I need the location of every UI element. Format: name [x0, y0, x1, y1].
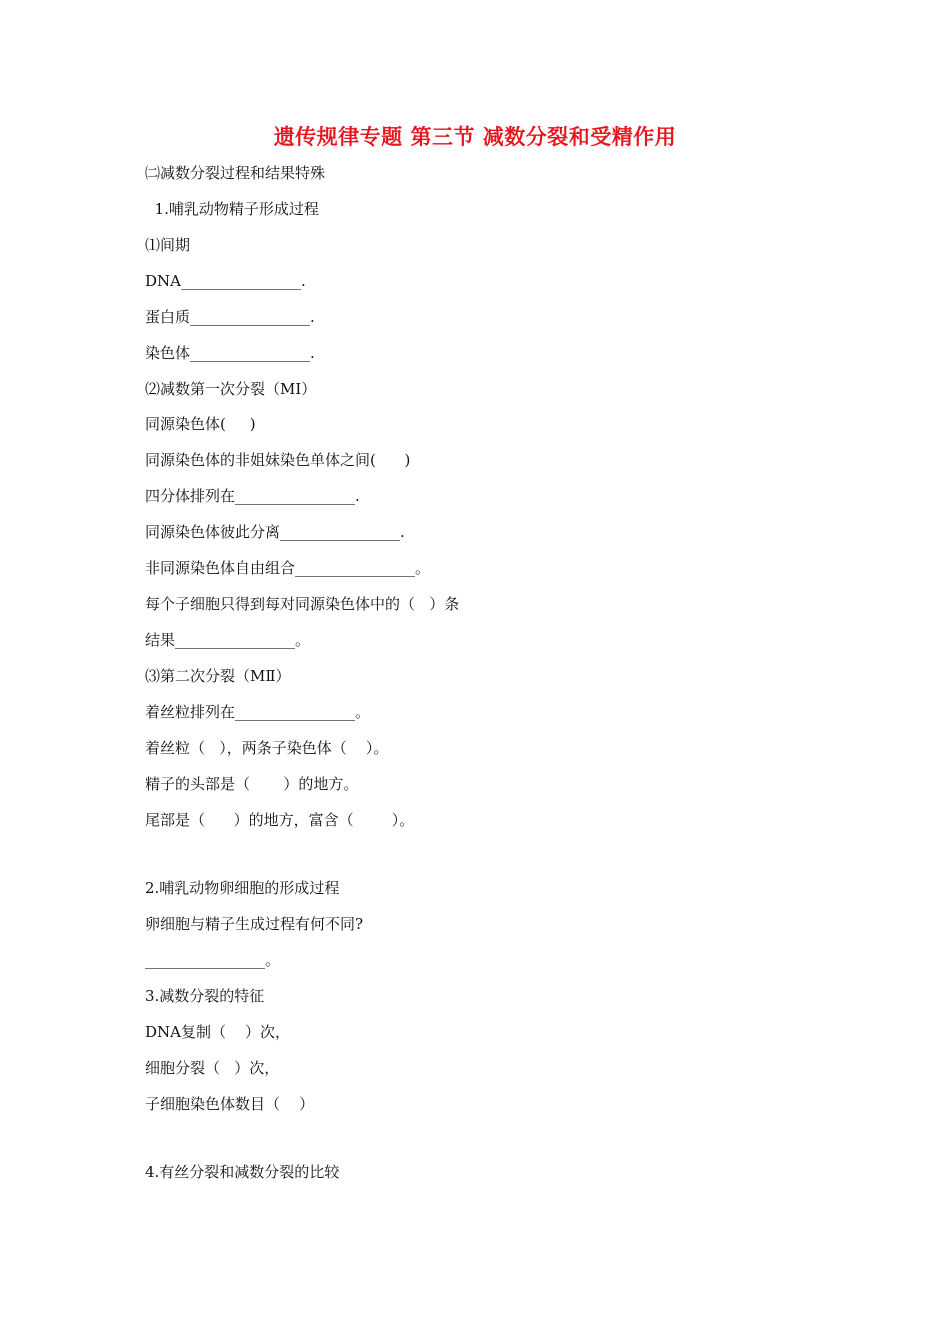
phase-heading: ⑶第二次分裂（MⅡ）	[145, 667, 291, 685]
subsection-heading: 4.有丝分裂和减数分裂的比较	[145, 1163, 340, 1181]
blank-line: 着丝粒排列在________________。	[145, 703, 371, 721]
subsection-heading: 2.哺乳动物卵细胞的形成过程	[145, 879, 340, 897]
blank-line: DNA________________.	[145, 272, 306, 290]
blank-line: 着丝粒（ ），两条子染色体（ ）。	[145, 739, 389, 757]
blank-line: 蛋白质________________.	[145, 308, 315, 326]
blank-line: 尾部是（ ）的地方，富含（ ）。	[145, 811, 415, 829]
blank-line: DNA复制（ ）次，	[145, 1023, 291, 1041]
document-title: 遗传规律专题 第三节 减数分裂和受精作用	[273, 124, 677, 149]
subsection-heading: 3.减数分裂的特征	[145, 987, 265, 1005]
blank-line: 同源染色体彼此分离________________.	[145, 523, 405, 541]
blank-line: 染色体________________.	[145, 344, 315, 362]
blank-line: 同源染色体( )	[145, 415, 256, 433]
subsection-heading: 1.哺乳动物精子形成过程	[145, 200, 319, 218]
phase-heading: ⑴间期	[145, 236, 191, 254]
blank-line: 结果________________。	[145, 631, 311, 649]
section-heading: ㈡减数分裂过程和结果特殊	[145, 164, 326, 182]
blank-line: ________________。	[145, 951, 281, 969]
question-line: 卵细胞与精子生成过程有何不同?	[145, 915, 364, 933]
blank-line: 细胞分裂（ ）次，	[145, 1059, 280, 1077]
blank-line: 子细胞染色体数目（ ）	[145, 1095, 315, 1113]
blank-line: 每个子细胞只得到每对同源染色体中的（ ）条	[145, 595, 460, 613]
phase-heading: ⑵减数第一次分裂（MⅠ）	[145, 380, 317, 398]
blank-line: 精子的头部是（ ）的地方。	[145, 775, 359, 793]
blank-line: 同源染色体的非姐妹染色单体之间( )	[145, 451, 411, 469]
blank-line: 四分体排列在________________.	[145, 487, 360, 505]
blank-line: 非同源染色体自由组合________________。	[145, 559, 431, 577]
